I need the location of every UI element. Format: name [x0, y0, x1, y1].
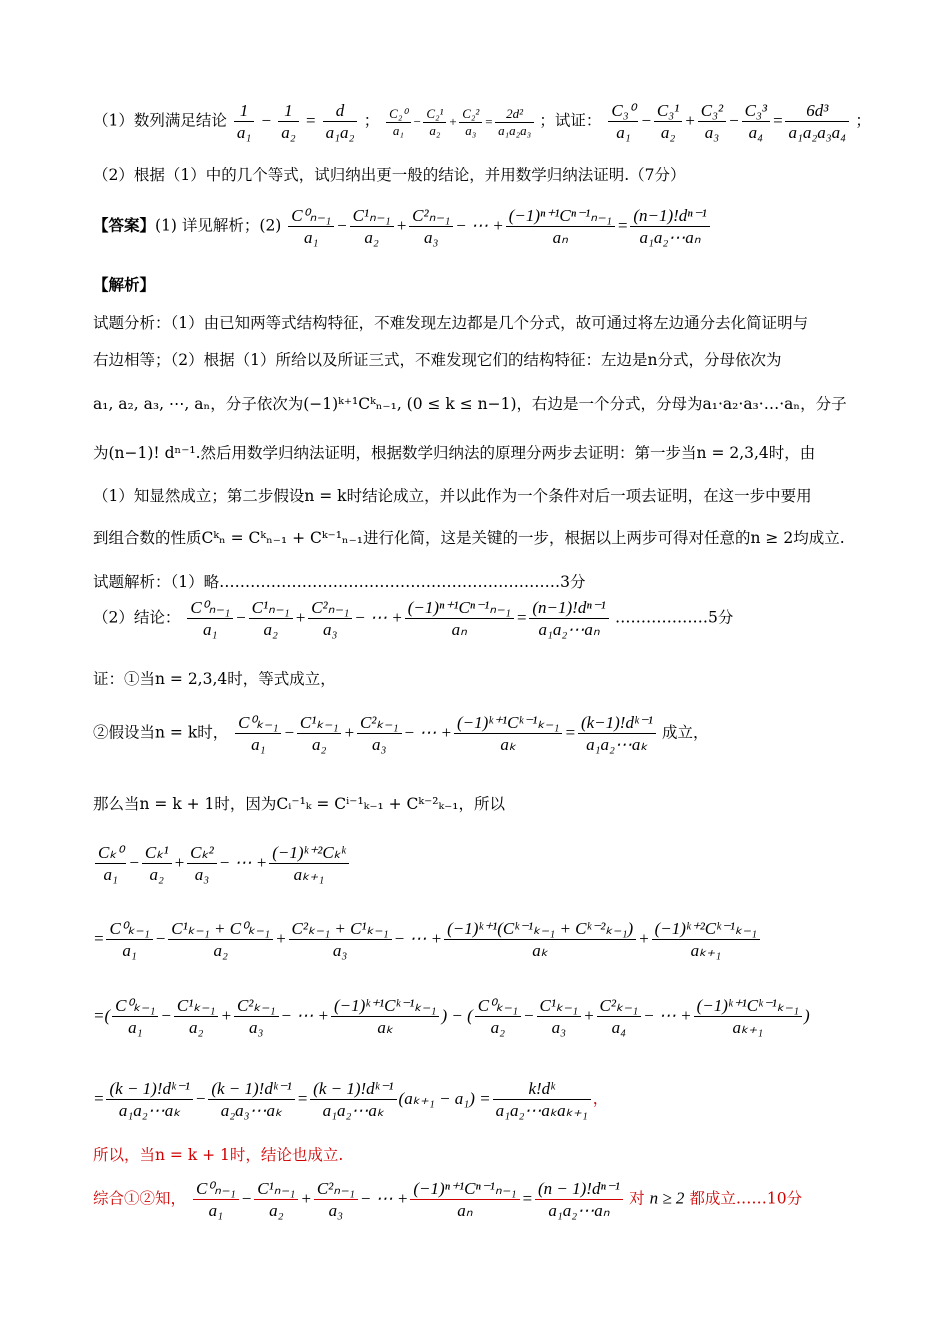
step3: =( $\frac{\text{C⁰ₖ₋₁}}{\text{a₁}}$ − $\frac{\text{C¹ₖ₋₁}}{\text{a₂}}$ + $\frac{\text{C²ₖ₋₁}}{\text{a₃}}$ − ⋯ + $\frac{\text{(−1)ᵏ⁺¹Cᵏ⁻¹ₖ₋₁}}{\text{aₖ}}$ ) − ( $\frac{\text{C⁰ₖ₋₁}}{\text{a₂}}$ − $\frac{\text{C¹ₖ₋₁}}{\text{a₃}}$ + $\frac{\text{C²ₖ₋₁}}{\text{a₄}}$ − ⋯ + $\frac{\text{(−1)ᵏ⁺¹Cᵏ⁻¹ₖ₋₁}}{\text{aₖ₊₁}}$ ): [93, 996, 810, 1038]
conclusion-score: 都成立……10分: [689, 1189, 803, 1208]
step4: = $\frac{\text{(k − 1)!dᵏ⁻¹}}{\text{a₁a₂⋯aₖ}}$ − $\frac{\text{(k − 1)!dᵏ⁻¹}}{\text{a₂a₃⋯aₖ}}$ = $\frac{\text{(k − 1)!dᵏ⁻¹}}{\text{a₁a₂⋯aₖ}}$ (aₖ₊₁ − a₁) = $\frac{\text{k!dᵏ}}{\text{a₁a₂⋯aₖaₖ₊₁}}$ ，: [93, 1079, 609, 1121]
score: ………………5分: [615, 608, 734, 627]
step4-tail: ，: [592, 1089, 609, 1108]
conclusion2: 综合①②知， $\frac{\text{C⁰ₙ₋₁}}{\text{a₁}}$ − $\frac{\text{C¹ₙ₋₁}}{\text{a₂}}$ + $\frac{\text{C²ₙ₋₁}}{\text{a₃}}$ − ⋯ + $\frac{\text{(−1)ⁿ⁺¹Cⁿ⁻¹ₙ₋₁}}{\text{aₙ}}$ = $\frac{\text{(n − 1)!dⁿ⁻¹}}{\text{a₁a₂⋯aₙ}}$ 对 n ≥ 2 都成立……10分: [93, 1179, 803, 1221]
analysis-line: 为(n−1)! dⁿ⁻¹.然后用数学归纳法证明，根据数学归纳法的原理分两步去证明：第一步当n = 2,3,4时，由: [93, 444, 816, 462]
analysis-line: 右边相等；（2）根据（1）所给以及所证三式，不难发现它们的结构特征：左边是n分式，分母依次为: [93, 351, 782, 369]
step2: = $\frac{\text{C⁰ₖ₋₁}}{\text{a₁}}$ − $\frac{\text{C¹ₖ₋₁ + C⁰ₖ₋₁}}{\text{a₂}}$ + $\frac{\text{C²ₖ₋₁ + C¹ₖ₋₁}}{\text{a₃}}$ − ⋯ + $\frac{\text{(−1)ᵏ⁺¹(Cᵏ⁻¹ₖ₋₁ + Cᵏ⁻²ₖ₋₁)}}{\text{aₖ}}$ + $\frac{\text{(−1)ᵏ⁺²Cᵏ⁻¹ₖ₋₁}}{\text{aₖ₊₁}}$: [93, 918, 762, 962]
separator: ；: [363, 111, 380, 130]
proof2-label: ②假设当n = k时，: [93, 723, 229, 742]
part2-line: （2）根据（1）中的几个等式，试归纳出更一般的结论，并用数学归纳法证明.（7分）: [93, 166, 686, 184]
proof3: 那么当n = k + 1时，因为Cᵢ⁻¹ₖ = Cⁱ⁻¹ₖ₋₁ + Cᵏ⁻²ₖ₋₁，所以: [93, 795, 506, 813]
part1-label: （1）数列满足结论: [93, 111, 227, 130]
answer-text: (1) 详见解析；(2): [155, 216, 282, 235]
solution1: 试题解析：（1）略…………………………………………………………3分: [93, 573, 586, 591]
solution2: [93, 597, 733, 641]
frac: $\frac{1}{\text{a₂}}$: [278, 100, 298, 144]
eq3: $\frac{\text{C₃⁰}}{\text{a₁}}$ − $\frac{\text{C₃¹}}{\text{a₂}}$ + $\frac{\text{C₃²}}{\text{a₃}}$ − $\frac{\text{C₃³}}{\text{a₄}}$ = $\frac{\text{6d³}}{\text{a₁a₂a₃a₄}}$: [606, 111, 855, 130]
frac: $\frac{1}{\text{a₁}}$: [234, 100, 254, 144]
solution2-label: （2）结论：: [93, 608, 181, 627]
conclusion-tail: 对: [629, 1189, 645, 1208]
part1-line: [93, 100, 871, 144]
analysis-line: （1）知显然成立；第二步假设n = k时结论成立，并以此作为一个条件对后一项去证明，在这一步中要用: [93, 487, 812, 505]
analysis-label: 【解析】: [93, 275, 156, 294]
answer-formula: $\frac{\text{C⁰ₙ₋₁}}{\text{a₁}}$ − $\frac{\text{C¹ₙ₋₁}}{\text{a₂}}$ + $\frac{\text{C²ₙ₋₁}}{\text{a₃}}$ − ⋯ + $\frac{\text{(−1)ⁿ⁺¹Cⁿ⁻¹ₙ₋₁}}{\text{aₙ}}$ = $\frac{\text{(n−1)!dⁿ⁻¹}}{\text{a₁a₂⋯aₙ}}$: [286, 216, 711, 235]
analysis-line: a₁, a₂, a₃, ⋯, aₙ，分子依次为(−1)ᵏ⁺¹Cᵏₙ₋₁, (0 ≤ k ≤ n−1)，右边是一个分式，分母为a₁·a₂·a₃·…·aₙ，分子: [93, 395, 847, 413]
answer-label: 【答案】: [93, 215, 156, 235]
eq1: $\frac{1}{\text{a₁}}$ − $\frac{1}{\text{a₂}}$ = $\frac{d}{\text{a₁a₂}}$: [232, 111, 364, 130]
proof1: 证：①当n = 2,3,4时，等式成立，: [93, 670, 336, 688]
analysis-line: 到组合数的性质Cᵏₙ = Cᵏₙ₋₁ + Cᵏ⁻¹ₙ₋₁进行化简，这是关键的一步，根据以上两步可得对任意的n ≥ 2均成立.: [93, 529, 845, 547]
conclusion1: 所以，当n = k + 1时，结论也成立.: [93, 1146, 344, 1164]
trial-label: ；试证：: [539, 111, 602, 130]
solution2-formula: $\frac{\text{C⁰ₙ₋₁}}{\text{a₁}}$ − $\frac{\text{C¹ₙ₋₁}}{\text{a₂}}$ + $\frac{\text{C²ₙ₋₁}}{\text{a₃}}$ − ⋯ + $\frac{\text{(−1)ⁿ⁺¹Cⁿ⁻¹ₙ₋₁}}{\text{aₙ}}$ = $\frac{\text{(n−1)!dⁿ⁻¹}}{\text{a₁a₂⋯aₙ}}$: [185, 608, 615, 627]
answer-line: [93, 205, 712, 249]
frac: $\frac{d}{\text{a₁a₂}}$: [323, 100, 358, 144]
conclusion2-label: 综合①②知，: [93, 1189, 187, 1208]
proof2: [93, 712, 709, 756]
end-mark: ；: [855, 111, 871, 130]
step1: $\frac{\text{Cₖ⁰}}{\text{a₁}}$ − $\frac{\text{Cₖ¹}}{\text{a₂}}$ + $\frac{\text{Cₖ²}}{\text{a₃}}$ − ⋯ + $\frac{\text{(−1)ᵏ⁺²Cₖᵏ}}{\text{aₖ₊₁}}$: [93, 842, 351, 886]
proof2-formula: $\frac{\text{C⁰ₖ₋₁}}{\text{a₁}}$ − $\frac{\text{C¹ₖ₋₁}}{\text{a₂}}$ + $\frac{\text{C²ₖ₋₁}}{\text{a₃}}$ − ⋯ + $\frac{\text{(−1)ᵏ⁺¹Cᵏ⁻¹ₖ₋₁}}{\text{aₖ}}$ = $\frac{\text{(k−1)!dᵏ⁻¹}}{\text{a₁a₂⋯aₖ}}$: [233, 723, 662, 742]
analysis-line: 试题分析：（1）由已知两等式结构特征，不难发现左边都是几个分式，故可通过将左边通分去化简证明与: [93, 314, 809, 332]
proof2-tail: 成立，: [662, 723, 709, 742]
conclusion-condition: n ≥ 2: [649, 1188, 685, 1208]
eq2: $\frac{\text{C₂⁰}}{\text{a₁}}$ − $\frac{\text{C₂¹}}{\text{a₂}}$ + $\frac{\text{C₂²}}{\text{a₃}}$ = $\frac{\text{2d²}}{\text{a₁a₂a₃}}$: [384, 114, 539, 129]
